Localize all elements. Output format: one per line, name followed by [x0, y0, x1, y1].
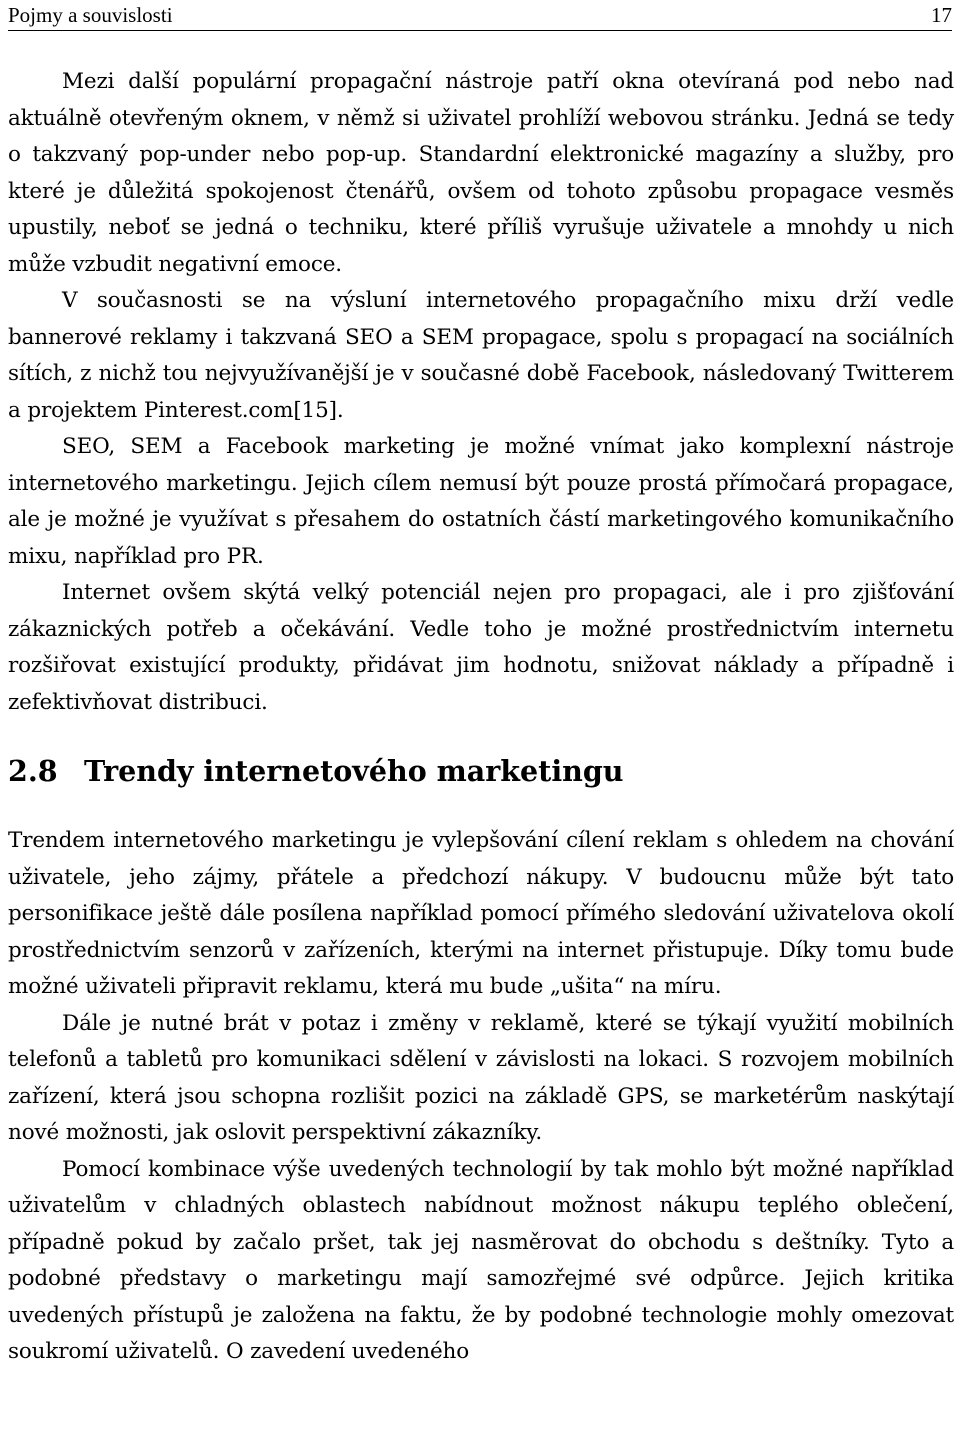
paragraph: Pomocí kombinace výše uvedených technologií by tak mohlo být možné například uživatelům v chladných oblastech nabídnout možnost nákupu teplého oblečení, případně pokud by začalo pršet, tak jej nasměrovat do obchodu s deštníky. Tyto a podobné představy o marketingu mají samozřejmé své odpůrce. Jejich kritika uvedených přístupů je založena na faktu, že by podobné technologie mohly omezovat soukromí uživatelů. O zavedení uvedeného: [8, 1156, 954, 1364]
section-heading: [8, 721, 954, 823]
paragraph: V současnosti se na výsluní internetového propagačního mixu drží vedle bannerové reklamy i takzvaná SEO a SEM propagace, spolu s propagací na sociálních sítích, z nichž tou nejvyužívanější je v současné době Facebook, následovaný Twitterem a projektem Pinterest.com[15].: [8, 288, 954, 423]
section-title: Trendy internetového marketingu: [84, 754, 624, 788]
running-header-title: Pojmy a souvislosti: [8, 3, 173, 27]
page-body: [8, 64, 954, 1371]
running-header: [8, 0, 952, 31]
paragraph: Trendem internetového marketingu je vylepšování cílení reklam s ohledem na chování uživatele, jeho zájmy, přátele a předchozí nákupy. V budoucnu může být tato personifikace ještě dále posílena například pomocí přímého sledování uživatelova okolí prostřednictvím senzorů v zařízeních, kterými na internet přistupuje. Díky tomu bude možné uživateli připravit reklamu, která mu bude „ušita“ na míru.: [8, 828, 954, 999]
paragraph: Dále je nutné brát v potaz i změny v reklamě, které se týkají využití mobilních telefonů a tabletů pro komunikaci sdělení v závislosti na lokaci. S rozvojem mobilních zařízení, která jsou schopna rozlišit pozici na základě GPS, se marketérům naskýtají nové možnosti, jak oslovit perspektivní zákazníky.: [8, 1010, 954, 1145]
paragraph: SEO, SEM a Facebook marketing je možné vnímat jako komplexní nástroje internetového marketingu. Jejich cílem nemusí být pouze prostá přímočará propagace, ale je možné je využívat s přesahem do ostatních částí marketingového komunikačního mixu, například pro PR.: [8, 434, 954, 569]
page-number: 17: [931, 3, 952, 27]
section-number: 2.8: [8, 754, 58, 788]
paragraph: Internet ovšem skýtá velký potenciál nejen pro propagaci, ale i pro zjišťování zákaznických potřeb a očekávání. Vedle toho je možné prostřednictvím internetu rozšiřovat existující produkty, přidávat jim hodnotu, snižovat náklady a případně i zefektivňovat distribuci.: [8, 580, 954, 715]
paragraph: Mezi další populární propagační nástroje patří okna otevíraná pod nebo nad aktuálně otevřeným oknem, v němž si uživatel prohlíží webovou stránku. Jedná se tedy o takzvaný pop-under nebo pop-up. Standardní elektronické magazíny a služby, pro které je důležitá spokojenost čtenářů, ovšem od tohoto způsobu propagace vesměs upustily, neboť se jedná o techniku, které příliš vyrušuje uživatele a mnohdy u nich může vzbudit negativní emoce.: [8, 69, 954, 277]
